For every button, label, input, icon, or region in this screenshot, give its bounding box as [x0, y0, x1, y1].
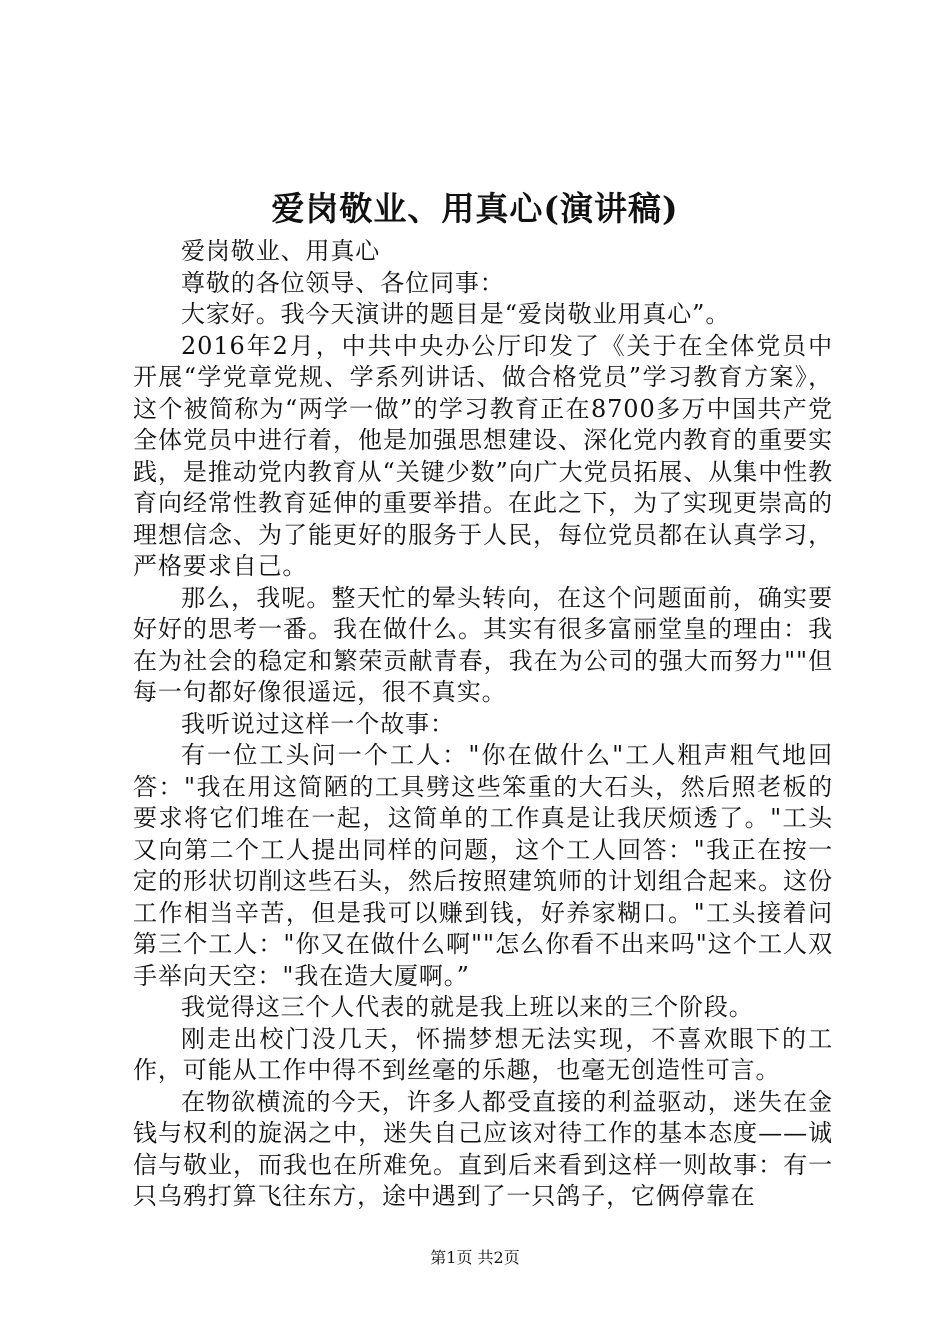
document-body	[133, 236, 833, 1213]
paragraph-reflection: 那么，我呢。整天忙的晕头转向，在这个问题面前，确实要好好的思考一番。我在做什么。其实有很多富丽堂皇的理由：我在为社会的稳定和繁荣贡献青春，我在为公司的强大而努力""但每一句都好像很遥远，很不真实。	[133, 583, 833, 706]
paragraph-salutation: 尊敬的各位领导、各位同事：	[181, 268, 505, 297]
paragraph-first-stage: 刚走出校门没几天，怀揣梦想无法实现，不喜欢眼下的工作，可能从工作中得不到丝毫的乐趣，也毫无创造性可言。	[133, 1024, 833, 1084]
document-title: 爱岗敬业、用真心(演讲稿)	[271, 189, 679, 228]
paragraph-subtitle: 爱岗敬业、用真心	[181, 237, 381, 265]
paragraph-greeting: 大家好。我今天演讲的题目是“爱岗敬业用真心”。	[181, 300, 731, 328]
paragraph-story: 有一位工头问一个工人："你在做什么"工人粗声粗气地回答："我在用这简陋的工具劈这些笨重的大石头，然后照老板的要求将它们堆在一起，这简单的工作真是让我厌烦透了。"工头又向第二个工人提出同样的问题，这个工人回答："我正在按一定的形状切削这些石头，然后按照建筑师的计划组合起来。这份工作相当辛苦，但是我可以赚到钱，好养家糊口。"工头接着问第三个工人："你又在做什么啊""怎么你看不出来吗"这个工人双手举向天空："我在造大厦啊。”	[133, 741, 833, 990]
page-footer: 第1页 共2页	[430, 1248, 520, 1267]
paragraph-story-intro: 我听说过这样一个故事：	[181, 709, 455, 738]
paragraph-background: 2016年2月，中共中央办公厅印发了《关于在全体党员中开展“学党章党规、学系列讲话、做合格党员”学习教育方案》，这个被简称为“两学一做”的学习教育正在8700多万中国共产党全体党员中进行着，他是加强思想建设、深化党内教育的重要实践，是推动党内教育从“关键少数”向广大党员拓展、从集中性教育向经常性教育延伸的重要举措。在此之下，为了实现更崇高的理想信念、为了能更好的服务于人民，每位党员都在认真学习，严格要求自己。	[133, 331, 833, 580]
paragraph-three-stages: 我觉得这三个人代表的就是我上班以来的三个阶段。	[181, 993, 754, 1021]
paragraph-second-stage: 在物欲横流的今天，许多人都受直接的利益驱动，迷失在金钱与权利的旋涡之中，迷失自己应该对待工作的基本态度——诚信与敬业，而我也在所难免。直到后来看到这样一则故事：有一只乌鸦打算飞往东方，途中遇到了一只鸽子，它俩停靠在	[133, 1087, 833, 1210]
